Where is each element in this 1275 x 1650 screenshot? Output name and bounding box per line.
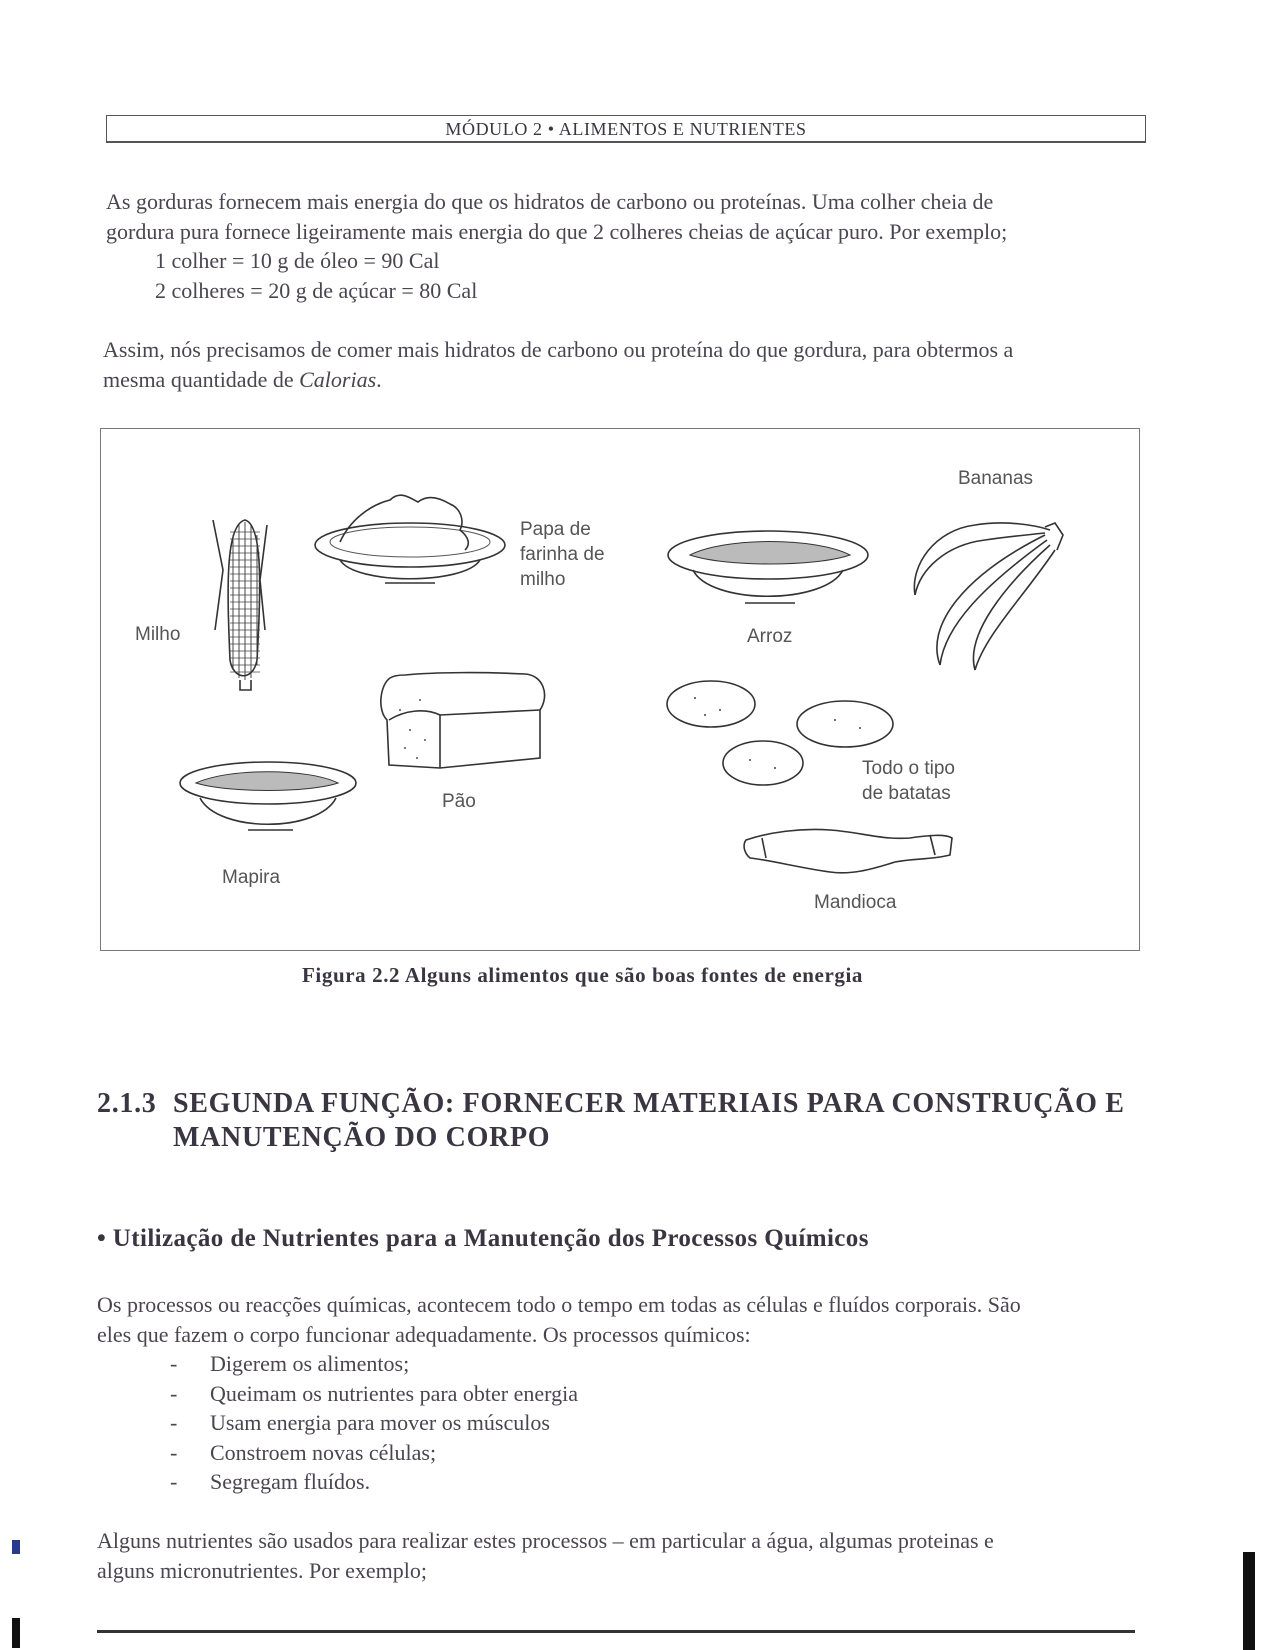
example-sugar: 2 colheres = 20 g de açúcar = 80 Cal xyxy=(155,278,478,303)
section-heading xyxy=(97,1087,1125,1155)
section-title-line-2: MANUTENÇÃO DO CORPO xyxy=(173,1122,551,1153)
label-mapira: Mapira xyxy=(222,867,281,888)
section-number: 2.1.3 xyxy=(97,1088,157,1119)
section-paragraph-2 xyxy=(97,1526,1147,1585)
section-heading-line-1 xyxy=(97,1087,1125,1121)
section-paragraph-1 xyxy=(97,1290,1147,1349)
intro-paragraph-2-line-1: Assim, nós precisamos de comer mais hidratos de carbono ou proteína do que gordura, para obtermos a xyxy=(103,337,1014,362)
intro-paragraph-1-line-2: gordura pura fornece ligeiramente mais energia do que 2 colheres cheias de açúcar puro. Por exemplo; xyxy=(106,218,1008,244)
module-header-title: MÓDULO 2 • ALIMENTOS E NUTRIENTES xyxy=(445,119,807,139)
processes-list xyxy=(170,1349,578,1497)
label-papa-line-3: milho xyxy=(520,569,566,590)
label-batatas-line-2: de batatas xyxy=(862,783,951,804)
scan-edge-artifact xyxy=(1243,1552,1255,1650)
sorghum-bowl-illustration xyxy=(178,758,363,848)
corn-illustration xyxy=(205,510,285,710)
scan-edge-artifact xyxy=(12,1618,20,1648)
label-arroz: Arroz xyxy=(747,626,793,647)
section-paragraph-1-line-2: eles que fazem o corpo funcionar adequadamente. Os processos químicos: xyxy=(97,1321,751,1347)
label-pao: Pão xyxy=(442,791,476,812)
calorias-term: Calorias xyxy=(299,366,377,392)
list-item: - Usam energia para mover os músculos xyxy=(170,1410,550,1435)
intro-paragraph-1-line-1: As gorduras fornecem mais energia do que os hidratos de carbono ou proteínas. Uma colher cheia de xyxy=(106,189,994,214)
label-papa-line-1: Papa de xyxy=(520,519,591,540)
label-papa-line-2: farinha de xyxy=(520,544,605,565)
intro-paragraph-1 xyxy=(106,187,1151,246)
list-item: - Segregam fluídos. xyxy=(170,1469,371,1494)
intro-paragraph-2-line-2-prefix: mesma quantidade de xyxy=(103,366,300,392)
module-header-box xyxy=(106,115,1146,143)
label-batatas-line-1: Todo o tipo xyxy=(862,758,955,779)
label-milho: Milho xyxy=(135,624,181,645)
label-mandioca: Mandioca xyxy=(814,892,897,913)
bananas-illustration xyxy=(905,505,1070,675)
example-oil: 1 colher = 10 g de óleo = 90 Cal xyxy=(155,248,440,273)
list-item: - Queimam os nutrientes para obter energia xyxy=(170,1380,578,1406)
intro-paragraph-2-line-2 xyxy=(103,365,1148,395)
cassava-illustration xyxy=(740,820,960,880)
porridge-bowl-illustration xyxy=(310,490,510,595)
scan-edge-artifact xyxy=(12,1540,20,1554)
subsection-heading: • Utilização de Nutrientes para a Manutenção dos Processos Químicos xyxy=(97,1225,869,1252)
footer-rule xyxy=(97,1630,1135,1633)
figure-caption: Figura 2.2 Alguns alimentos que são boas fontes de energia xyxy=(302,963,863,987)
intro-paragraph-2-line-2-suffix: . xyxy=(376,366,382,392)
section-paragraph-2-line-1: Alguns nutrientes são usados para realizar estes processos – em particular a água, algumas proteinas e xyxy=(97,1528,994,1553)
bread-illustration xyxy=(375,670,555,775)
list-item: - Constroem novas células; xyxy=(170,1439,437,1465)
intro-paragraph-2 xyxy=(103,335,1148,394)
section-title-line-1: SEGUNDA FUNÇÃO: FORNECER MATERIAIS PARA CONSTRUÇÃO E xyxy=(173,1088,1125,1119)
rice-bowl-illustration xyxy=(665,525,875,615)
section-paragraph-1-line-1: Os processos ou reacções químicas, acontecem todo o tempo em todas as células e fluídos corporais. São xyxy=(97,1292,1021,1317)
label-bananas: Bananas xyxy=(958,468,1034,489)
list-item: - Digerem os alimentos; xyxy=(170,1351,410,1376)
section-paragraph-2-line-2: alguns micronutrientes. Por exemplo; xyxy=(97,1557,427,1583)
